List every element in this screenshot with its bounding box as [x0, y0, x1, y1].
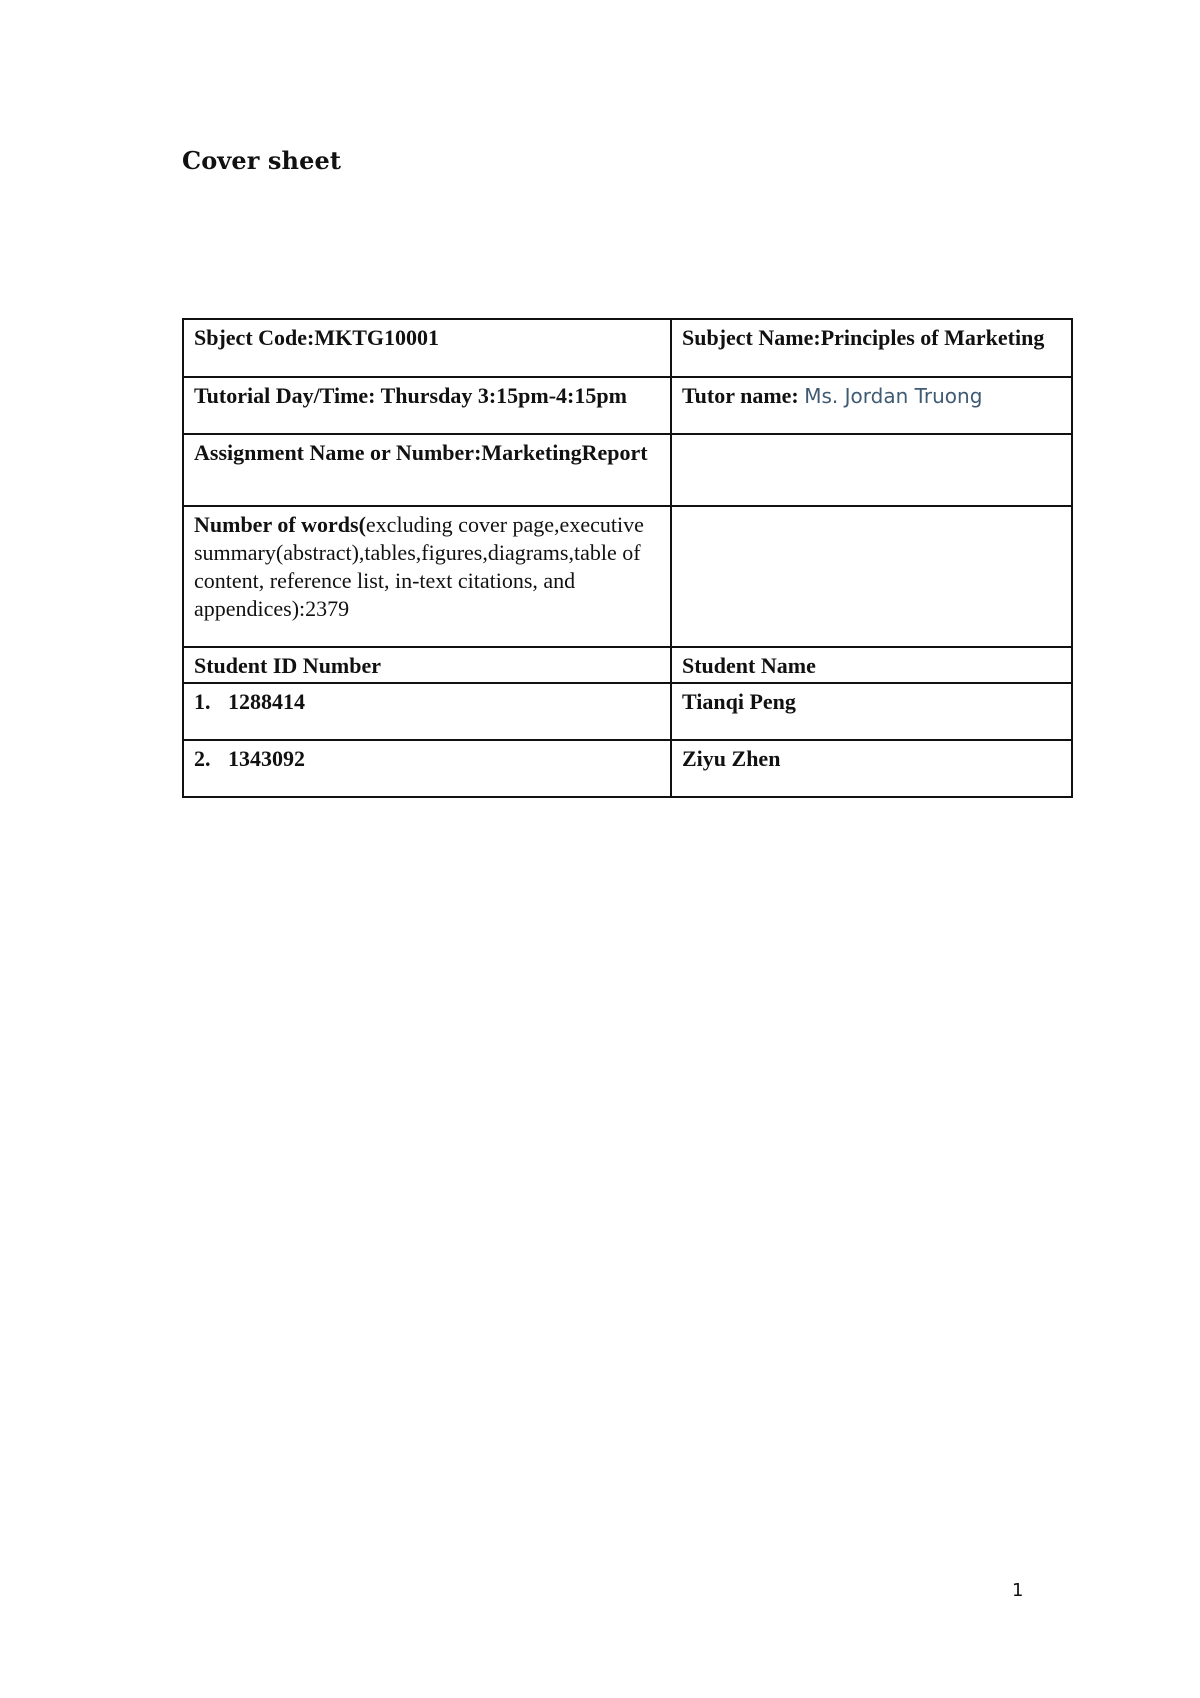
student-id-header: Student ID Number	[194, 653, 382, 678]
table-row	[183, 683, 1072, 740]
page-number: 1	[1012, 1580, 1024, 1601]
subject-name-value: Principles of Marketing	[820, 325, 1045, 350]
subject-name-label: Subject Name:	[682, 325, 821, 350]
word-count-note: excluding cover page,executive summary(abstract),tables,figures,diagrams,table of content, reference list, in-text citations, and appendices):	[194, 512, 644, 621]
word-count-value: 2379	[305, 596, 350, 621]
assignment-value: MarketingReport	[481, 440, 648, 465]
tutorial-value: Thursday 3:15pm-4:15pm	[380, 383, 627, 408]
subject-code-value: MKTG10001	[314, 325, 440, 350]
assignment-label: Assignment Name or Number:	[194, 440, 482, 465]
table-row	[183, 319, 1072, 377]
tutor-label: Tutor name:	[682, 383, 805, 408]
subject-name-cell	[671, 319, 1072, 377]
student-name: Tianqi Peng	[682, 689, 796, 714]
student-index: 2.	[194, 746, 211, 771]
student-id-cell	[183, 740, 671, 797]
table-row	[183, 377, 1072, 434]
word-count-empty-cell	[671, 506, 1072, 647]
student-name-header-cell	[671, 647, 1072, 683]
student-id: 1343092	[228, 746, 305, 771]
student-name-header: Student Name	[682, 653, 816, 678]
tutorial-cell	[183, 377, 671, 434]
student-name-cell	[671, 683, 1072, 740]
word-count-cell	[183, 506, 671, 647]
table-row	[183, 740, 1072, 797]
page-title: Cover sheet	[182, 146, 342, 175]
subject-code-label: Sbject Code:	[194, 325, 315, 350]
cover-sheet-table	[182, 318, 1073, 798]
assignment-empty-cell	[671, 434, 1072, 506]
student-name-cell	[671, 740, 1072, 797]
student-name: Ziyu Zhen	[682, 746, 781, 771]
tutorial-label: Tutorial Day/Time:	[194, 383, 381, 408]
student-id: 1288414	[228, 689, 305, 714]
table-row	[183, 434, 1072, 506]
assignment-cell	[183, 434, 671, 506]
word-count-label: Number of words(	[194, 512, 366, 537]
table-row	[183, 506, 1072, 647]
tutor-cell	[671, 377, 1072, 434]
student-id-cell	[183, 683, 671, 740]
table-row	[183, 647, 1072, 683]
student-index: 1.	[194, 689, 211, 714]
tutor-value: Ms. Jordan Truong	[804, 384, 983, 408]
subject-code-cell	[183, 319, 671, 377]
student-id-header-cell	[183, 647, 671, 683]
